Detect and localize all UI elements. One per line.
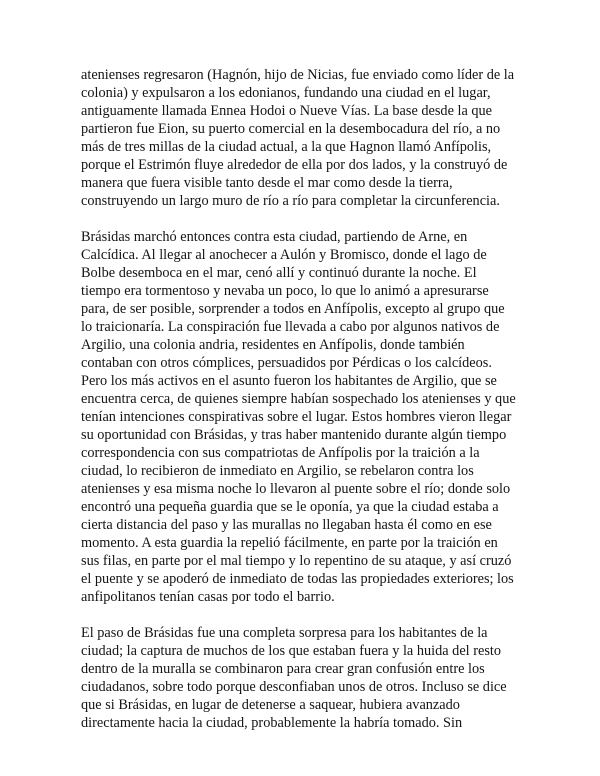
text-line: antiguamente llamada Ennea Hodoi o Nueve Vías. La base desde la que [81, 103, 493, 119]
text-line: porque el Estrimón fluye alrededor de ella por dos lados, y la construyó de [81, 157, 508, 173]
text-line: encuentra cerca, de quienes siempre habían sospechado los atenienses y que [81, 391, 516, 407]
text-line: Pero los más activos en el asunto fueron los habitantes de Argilio, que se [81, 373, 497, 389]
text-line: tenían intenciones conspirativas sobre el lugar. Estos hombres vieron llegar [81, 409, 512, 425]
text-line: ciudad; la captura de muchos de los que estaban fuera y la huida del resto [81, 643, 502, 659]
text-line: Brásidas marchó entonces contra esta ciudad, partiendo de Arne, en [81, 229, 468, 245]
text-line: Argilio, una colonia andria, residentes en Anfípolis, donde también [81, 337, 465, 353]
text-line: para, de ser posible, sorprender a todos en Anfípolis, excepto al grupo que [81, 301, 505, 317]
text-line: su oportunidad con Brásidas, y tras haber mantenido durante algún tiempo [81, 427, 507, 443]
text-line: atenienses y esa misma noche lo llevaron al puente sobre el río; donde solo [81, 481, 511, 497]
text-line: el puente y se apoderó de inmediato de todas las propiedades exteriores; los [81, 571, 514, 587]
text-line: colonia) y expulsaron a los edonianos, fundando una ciudad en el lugar, [81, 85, 491, 101]
text-line: correspondencia con sus compatriotas de Anfípolis por la traición a la [81, 445, 480, 461]
text-line: lo traicionaría. La conspiración fue llevada a cabo por algunos nativos de [81, 319, 500, 335]
text-line: directamente hacia la ciudad, probablemente la habría tomado. Sin [81, 715, 463, 731]
text-line: encontró una pequeña guardia que se le oponía, ya que la ciudad estaba a [81, 499, 499, 515]
text-line: atenienses regresaron (Hagnón, hijo de Nicias, fue enviado como líder de la [81, 67, 515, 83]
text-line: ciudadanos, sobre todo porque desconfiaban unos de otros. Incluso se dice [81, 679, 507, 695]
text-line: que si Brásidas, en lugar de detenerse a saquear, hubiera avanzado [81, 697, 460, 713]
text-line: construyendo un largo muro de río a río para completar la circunferencia. [81, 193, 500, 209]
text-line: sus filas, en parte por el mal tiempo y lo repentino de su ataque, y así cruzó [81, 553, 512, 569]
text-line: Bolbe desemboca en el mar, cenó allí y continuó durante la noche. El [81, 265, 477, 281]
paragraph-3 [81, 624, 529, 732]
text-line: cierta distancia del paso y las murallas no llegaban hasta él como en ese [81, 517, 492, 533]
text-line: más de tres millas de la ciudad actual, a la que Hagnon llamó Anfípolis, [81, 139, 492, 155]
text-line: El paso de Brásidas fue una completa sorpresa para los habitantes de la [81, 625, 488, 641]
text-line: manera que fuera visible tanto desde el mar como desde la tierra, [81, 175, 453, 191]
text-line: partieron fue Eion, su puerto comercial en la desembocadura del río, a no [81, 121, 501, 137]
text-line: anfipolitanos tenían casas por todo el barrio. [81, 589, 335, 605]
paragraph-1 [81, 66, 529, 210]
text-line: momento. A esta guardia la repelió fácilmente, en parte por la traición en [81, 535, 498, 551]
paragraph-2 [81, 228, 529, 606]
text-line: contaban con otros cómplices, persuadidos por Pérdicas o los calcídeos. [81, 355, 492, 371]
text-line: Calcídica. Al llegar al anochecer a Aulón y Bromisco, donde el lago de [81, 247, 487, 263]
document-page [81, 66, 529, 732]
text-line: tiempo era tormentoso y nevaba un poco, lo que lo animó a apresurarse [81, 283, 489, 299]
text-line: ciudad, lo recibieron de inmediato en Argilio, se rebelaron contra los [81, 463, 474, 479]
text-line: dentro de la muralla se combinaron para crear gran confusión entre los [81, 661, 485, 677]
